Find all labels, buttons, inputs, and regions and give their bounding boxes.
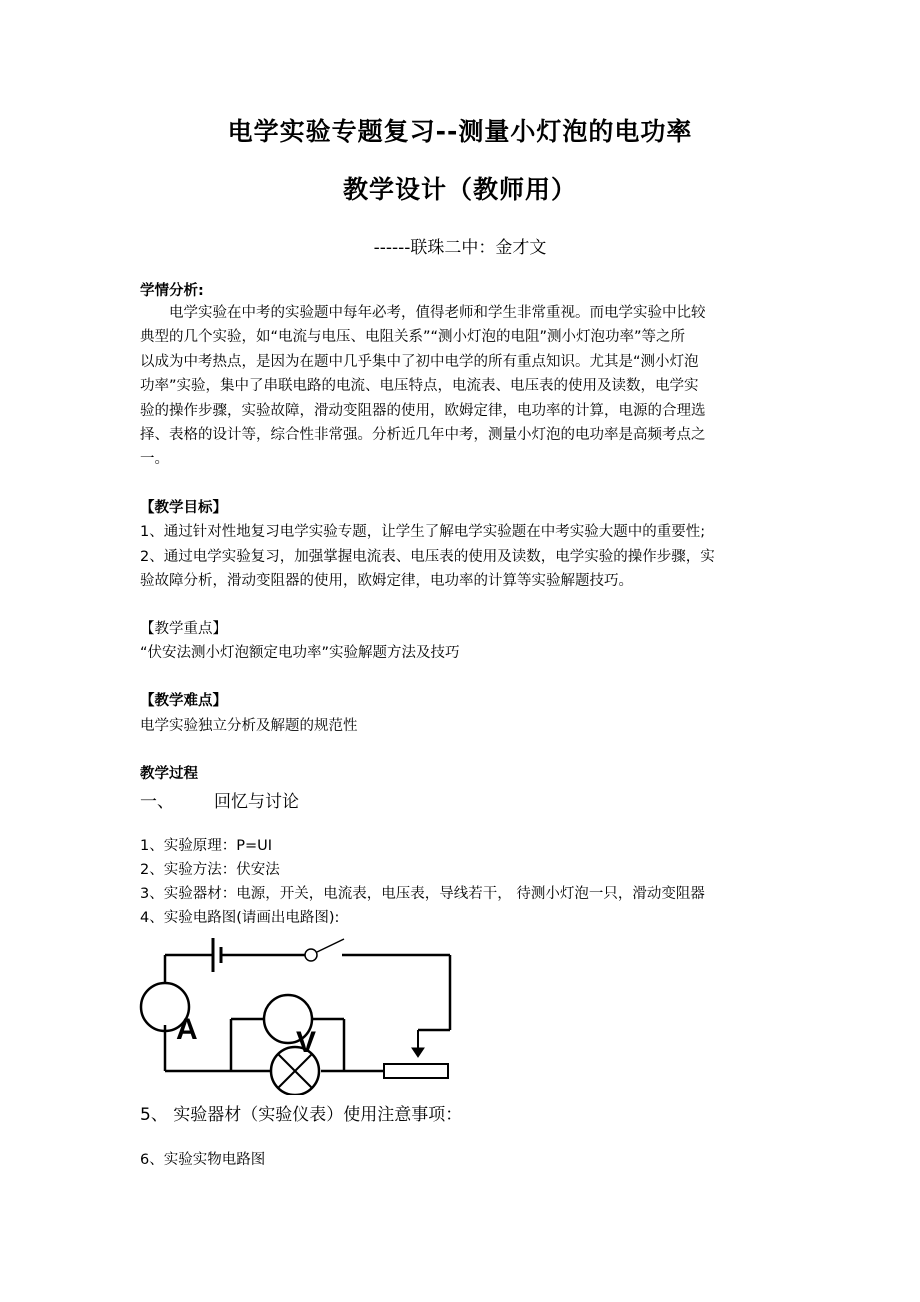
key-points-text: “伏安法测小灯泡额定电功率”实验解题方法及技巧 <box>140 645 460 661</box>
rheostat-slider-arrow <box>412 1048 424 1057</box>
analysis-line: 典型的几个实验，如“电流与电压、电阻关系”“测小灯泡的电阻”测小灯泡功率”等之所 <box>140 329 686 346</box>
document-title: 电学实验专题复习--测量小灯泡的电功率 <box>227 117 693 146</box>
analysis-line: 验的操作步骤，实验故障，滑动变阻器的使用，欧姆定律，电功率的计算，电源的合理选 <box>140 402 706 419</box>
process-heading: 教学过程 <box>140 766 198 782</box>
ammeter-label: A <box>176 1013 198 1046</box>
key-points-heading: 【教学重点】 <box>140 621 227 637</box>
analysis-line: 一。 <box>140 451 169 468</box>
analysis-paragraph <box>140 301 780 472</box>
switch-blade <box>317 939 344 952</box>
document-subtitle: 教学设计（教师用） <box>342 175 577 204</box>
difficulties-text: 电学实验独立分析及解题的规范性 <box>140 718 358 734</box>
switch-pivot <box>305 949 317 961</box>
difficulties-heading: 【教学难点】 <box>140 693 227 709</box>
analysis-line: 功率”实验，集中了串联电路的电流、电压特点，电流表、电压表的使用及读数，电学实 <box>140 378 699 395</box>
analysis-line: 以成为中考热点，是因为在题中几乎集中了初中电学的所有重点知识。尤其是“测小灯泡 <box>140 353 699 370</box>
process-item-2: 2、实验方法：伏安法 <box>140 862 280 878</box>
process-item-1: 1、实验原理：P=UI <box>140 838 273 854</box>
goal-item-1: 1、通过针对性地复习电学实验专题，让学生了解电学实验题在中考实验大题中的重要性; <box>140 524 706 540</box>
analysis-heading: 学情分析: <box>140 283 204 299</box>
goal-item-2: 2、通过电学实验复习，加强掌握电流表、电压表的使用及读数，电学实验的操作步骤，实 <box>140 549 715 565</box>
goal-item-2-cont: 验故障分析，滑动变阻器的使用，欧姆定律，电功率的计算等实验解题技巧。 <box>140 573 633 589</box>
section-1-number: 一、 <box>140 792 174 812</box>
analysis-line: 电学实验在中考的实验题中每年必考，值得老师和学生非常重视。而电学实验中比较 <box>169 305 706 321</box>
process-item-4: 4、实验电路图(请画出电路图): <box>140 910 340 926</box>
process-item-5: 5、 实验器材（实验仪表）使用注意事项： <box>140 1105 463 1125</box>
process-item-3: 3、实验器材：电源，开关，电流表，电压表，导线若干， 待测小灯泡一只，滑动变阻器 <box>140 886 705 902</box>
goals-heading: 【教学目标】 <box>140 500 227 516</box>
process-item-6: 6、实验实物电路图 <box>140 1152 266 1168</box>
section-1-title: 回忆与讨论 <box>214 792 299 812</box>
circuit-diagram <box>130 930 460 1095</box>
voltmeter-label: V <box>296 1026 317 1059</box>
analysis-line: 择、表格的设计等，综合性非常强。分析近几年中考，测量小灯泡的电功率是高频考点之 <box>140 427 706 444</box>
rheostat <box>384 1064 448 1078</box>
author-line: ------联珠二中：金才文 <box>373 238 547 258</box>
section-1-heading <box>140 787 299 812</box>
